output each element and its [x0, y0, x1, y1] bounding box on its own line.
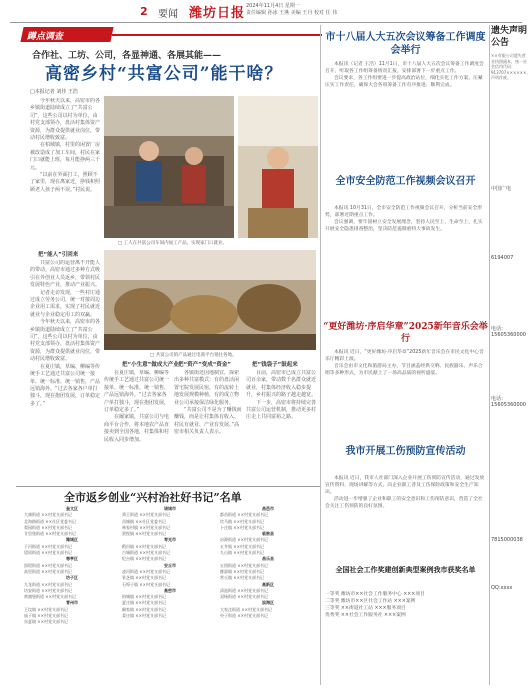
feature-headline: 高密乡村“共富公司”能干啥？ [45, 64, 283, 84]
list-item: 优秀奖 ××社会工作服务社 ×××案例 [325, 613, 406, 618]
list-item: 凌河街道 ××村党支部书记 [122, 568, 170, 574]
paragraph: 在夏庄镇，草编、柳编等传统手工艺通过共富公司统一接单、统一标准、统一销售，产品远销海外。“过去各家各户单打独斗，现在抱团发展，订单稳定多了。” [104, 370, 170, 414]
feature-col-3 [174, 370, 242, 484]
roster-category: 奎文区 [66, 506, 78, 511]
section-label: 要闻 [158, 9, 178, 20]
list-item: 王坟镇 ××村党支部书记 [24, 606, 68, 612]
news-headline: 全国社会工作奖建创新典型案例我市获奖名单 [335, 565, 476, 574]
roster-category: 潍城区 [66, 537, 78, 543]
ad-body: ××有限公司遗失营业执照副本，统一社会信用代码：913707××××××，声明作废。 [491, 53, 530, 81]
list-item: 一等奖 潍坊市××社会工作服务中心 ×××项目 [325, 592, 425, 597]
column-rule [489, 25, 490, 685]
feature-col-4 [246, 370, 318, 484]
paragraph: 在柏城镇，村里的闲置厂房被改造成了加工车间，村民在家门口就能上班，每月能挣两三千元。 [30, 142, 100, 171]
list-item: 稻田镇 ××村党支部书记 [122, 543, 166, 549]
subhead: 把“资产”变成“资金” [178, 362, 231, 368]
list-item: 柏城镇 ××村党支部书记 [122, 594, 166, 600]
list-item: 庙子镇 ××村党支部书记 [24, 613, 68, 619]
roster-category: 诸城市 [164, 506, 176, 511]
list-item: 梨园街道 ××村党支部书记 [24, 524, 72, 530]
news-headline: 我市开展工伤预防宣传活动 [345, 446, 466, 457]
list-item: 九山镇 ××村党支部书记 [220, 550, 264, 556]
list-item: 二等奖 潍坊市××区社会工作站 ×××案例 [325, 599, 416, 604]
page-number: 2 [140, 5, 148, 18]
list-item: 坊安街道 ××村党支部书记 [24, 587, 72, 593]
roster-column [220, 506, 316, 684]
paragraph: 在阚家镇，共富公司与电商平台合作，将本地农产品直接卖到全国各地，村集体和村民收入同步增加。 [104, 414, 170, 443]
paragraph: 音乐会由市文化和旅游局主办，节目涵盖经典交响、民族器乐、声乐合唱等多种形式，为市民献上了一场高品质的视听盛宴。 [325, 364, 483, 376]
list-item: 冶源街道 ××村党支部书记 [220, 537, 268, 543]
paragraph: 活动进一步增强了企业和职工的安全意识和工伤预防意识，营造了全社会关注工伤预防的良好氛围。 [325, 497, 483, 509]
paragraph: 共富公司的运营离不开能人的带动。高密市通过多种方式吸引在外创业人员返乡，带领村民发展特色产业，推动产业振兴。 [30, 260, 100, 289]
paragraph: 下一步，高密市将持续完善共富公司运营机制，推动更多村庄走上共同富裕之路。 [246, 399, 317, 421]
roster-category: 高新区 [262, 581, 274, 587]
list-item: 大家洼街道 ××村党支部书记 [220, 606, 272, 612]
list-item: 固堤街道 ××村党支部书记 [24, 562, 72, 568]
ad-column [491, 25, 530, 688]
subhead: 把“钱袋子”鼓起来 [252, 362, 298, 368]
list-item: 古城街道 ××村党支部书记 [122, 550, 170, 556]
ad-line: 电话：15605360000 [491, 326, 526, 338]
list-item: 北海路街道 ××社区党委书记 [24, 518, 76, 524]
paragraph: 会议强调，要牢固树立安全发展理念，坚持人民至上、生命至上，扎实开展安全隐患排查整治，坚决防范遏制重特大事故发生。 [325, 220, 483, 232]
photo-products [104, 250, 316, 350]
list-item: 东夏镇 ××村党支部书记 [24, 619, 68, 625]
photo-workshop [104, 96, 234, 238]
roster-category: 坊子区 [66, 575, 78, 581]
list-item: 都昌街道 ××村党支部书记 [220, 512, 268, 518]
list-item: 双杨街道 ××村党支部书记 [220, 594, 268, 600]
workshop-image [104, 96, 234, 238]
list-item: 夏庄镇 ××村党支部书记 [122, 600, 166, 606]
date-info [246, 3, 356, 17]
roster-category: 青州市 [66, 600, 78, 606]
news-headline: 全市安全防范工作视频会议召开 [335, 176, 476, 187]
list-item: 五井镇 ××村党支部书记 [220, 543, 264, 549]
list-item: 望留街道 ××村党支部书记 [24, 550, 72, 556]
ad-line: 7815000038 [491, 537, 523, 543]
news-body [325, 475, 486, 561]
roster-category: 昌邑市 [262, 506, 274, 511]
banner-stripes [112, 34, 322, 36]
roster-category: 寒亭区 [66, 556, 78, 562]
editor-line: 责任编辑 孙冰 王燕 美编 王丹 校对 任 伟 [246, 10, 338, 16]
roster-category: 昌乐县 [262, 556, 274, 562]
list-item: 纪台镇 ××村党支部书记 [122, 556, 166, 562]
column-banner: 蹲点调查 [20, 27, 113, 42]
list-item: 黄旗堡街道 ××村党支部书记 [24, 594, 76, 600]
roster-column [24, 506, 120, 684]
list-item: 九龙街道 ××村党支部书记 [24, 581, 72, 587]
list-item: 林家村镇 ××村党支部书记 [122, 524, 170, 530]
news-body [325, 349, 486, 439]
roster-category: 高密市 [164, 587, 176, 593]
news-headline: “更好潍坊·序启华章”2025新年音乐会举行 [323, 322, 488, 344]
paragraph: 本报讯 近日，“更好潍坊·序启华章”2025新年音乐会在市民文化中心音乐厅精彩上演。 [325, 350, 484, 362]
list-item: 贾悦镇 ××村党支部书记 [122, 531, 166, 537]
feature-col-2 [104, 370, 170, 484]
feature-col-1b [30, 260, 100, 484]
roster-category: 安丘市 [164, 562, 176, 568]
photo-weaving [238, 96, 318, 238]
column-rule [320, 25, 321, 685]
feature-col-1 [30, 98, 100, 248]
masthead [0, 0, 530, 24]
feature-kicker: 合作社、工坊、公司，各显神通、各展其能—— [32, 51, 222, 61]
paragraph: 本报讯 近日，我市人社部门深入企业开展工伤预防宣传活动，通过发放宣传资料、现场讲解等方式，向企业职工普及工伤保险政策和安全生产知识。 [325, 476, 485, 495]
paragraph: 记者走访发现，一些村庄通过成立劳务公司，统一对接周边企业用工需求，实现了村民就近就业与企业稳定用工的双赢。 [30, 289, 100, 318]
photo-caption: □ 工人在共富公司车间内加工产品，实现家门口就业。 [118, 241, 228, 246]
award-list [325, 591, 486, 686]
list-item: 于河街道 ××村党支部书记 [24, 543, 72, 549]
roster-title: 全市返乡创业“兴村治社好书记”名单 [64, 491, 242, 504]
news-headline: 市十八届人大五次会议筹备工作调度会举行 [325, 32, 486, 56]
paragraph: 目前，高密市已成立共富公司百余家，带动数千名群众就近就业，村集体经济收入稳步提升，乡村振兴的路子越走越宽。 [246, 370, 317, 399]
list-item: 三等奖 ××街道社工站 ×××服务项目 [325, 606, 406, 611]
news-column [323, 25, 488, 688]
newspaper-logo: 潍坊日报 [189, 6, 246, 21]
list-item: 姜庄镇 ××村党支部书记 [122, 613, 166, 619]
roster-category: 滨海区 [262, 600, 274, 606]
subhead: 把“能人”引回来 [38, 252, 79, 258]
section-divider [16, 486, 320, 487]
ad-line: 6194007 [491, 255, 514, 261]
roster-column [122, 506, 218, 684]
roster-category: 临朐县 [262, 531, 274, 537]
list-item: 石埠子镇 ××村党支部书记 [122, 581, 170, 587]
list-item: 鄌郚镇 ××村党支部书记 [220, 568, 264, 574]
list-item: 清池街道 ××村党支部书记 [220, 587, 268, 593]
list-item: 五图街道 ××村党支部书记 [220, 562, 268, 568]
paragraph: “以前在外面打工，照顾不了家里，现在离家近，挣钱和照顾老人孩子两不误。”村民说。 [30, 172, 100, 193]
paragraph: “共富公司不是为了赚钱而赚钱，而是让村集体有收入、村民有就业、产业有发展。”高密市相关负责人表示。 [174, 407, 242, 436]
list-item: 舜王街道 ××村党支部书记 [122, 512, 170, 518]
news-body [325, 61, 486, 171]
list-item: 景芝镇 ××村党支部书记 [122, 575, 166, 581]
list-item: 营丘镇 ××村党支部书记 [220, 575, 264, 581]
list-item: 阚家镇 ××村党支部书记 [122, 606, 166, 612]
list-item: 昌城镇 ××社区党委书记 [122, 518, 166, 524]
roster-category: 寿光市 [164, 537, 176, 543]
weaving-image [238, 96, 318, 238]
paragraph: 今年秋天以来，高密市的各乡镇街道陆续成立了“共富公司”，这些公司以村为单位，由村党支部领办，盘活村集体资产资源，为群众提供就业岗位，带动村民增收致富。 [30, 98, 100, 142]
products-image [104, 250, 316, 350]
paragraph: 本报讯 10月31日，全市安全防范工作视频会议召开，分析当前安全形势，部署近期重点工作。 [325, 206, 483, 218]
paragraph: 本报讯（记者 王浩）11月1日，市十八届人大五次会议筹备工作调度会召开，听取各工作组筹备情况汇报，安排部署下一步重点工作。 [325, 62, 484, 74]
paragraph: 会议要求，各工作组要进一步提高政治站位，细化实化工作方案，压紧压实工作责任，确保大会各项筹备工作有序推进、顺利完成。 [325, 76, 483, 88]
feature-byline: □本报记者 刘佳 王浩 [30, 89, 78, 95]
list-item: 饮马镇 ××村党支部书记 [220, 518, 264, 524]
list-item: 卜庄镇 ××村党支部书记 [220, 524, 264, 530]
ad-line: 中国广电 [491, 186, 512, 192]
ad-title: 遗失声明公告 [491, 26, 528, 48]
list-item: 央子街道 ××村党支部书记 [220, 613, 268, 619]
paragraph: 在夏庄镇，草编、柳编等传统手工艺通过共富公司统一接单、统一标准、统一销售，产品远销海外。“过去各家各户单打独斗，现在抱团发展，订单稳定多了。” [30, 363, 100, 407]
date-line: 2024年11月4日 星期一 [246, 3, 300, 9]
list-item: 大虞街道 ××村党支部书记 [24, 512, 72, 518]
list-item: 廿里堡街道 ××村党支部书记 [24, 531, 76, 537]
ad-line: 电话：15605360000 [491, 396, 526, 408]
paragraph: 今年秋天以来，高密市的各乡镇街道陆续成立了“共富公司”，这些公司以村为单位，由村党支部领办，盘活村集体资产资源，为群众提供就业岗位，带动村民增收致富。 [30, 319, 100, 363]
list-item: 高里街道 ××村党支部书记 [24, 568, 72, 574]
photo-caption: □ 共富公司的产品通过电商平台销往各地。 [150, 353, 237, 358]
subhead: 把“小生意”做成大产业 [122, 362, 179, 368]
paragraph: 各镇街还因地制宜，探索出多种共富模式：有的盘活闲置宅院发展民宿，有的流转土地发展规模种植，有的成立物业公司承接保洁绿化服务。 [174, 370, 240, 406]
ad-line: QQ:xxxx [491, 585, 513, 591]
top-rule [10, 22, 522, 23]
news-body [325, 205, 486, 315]
